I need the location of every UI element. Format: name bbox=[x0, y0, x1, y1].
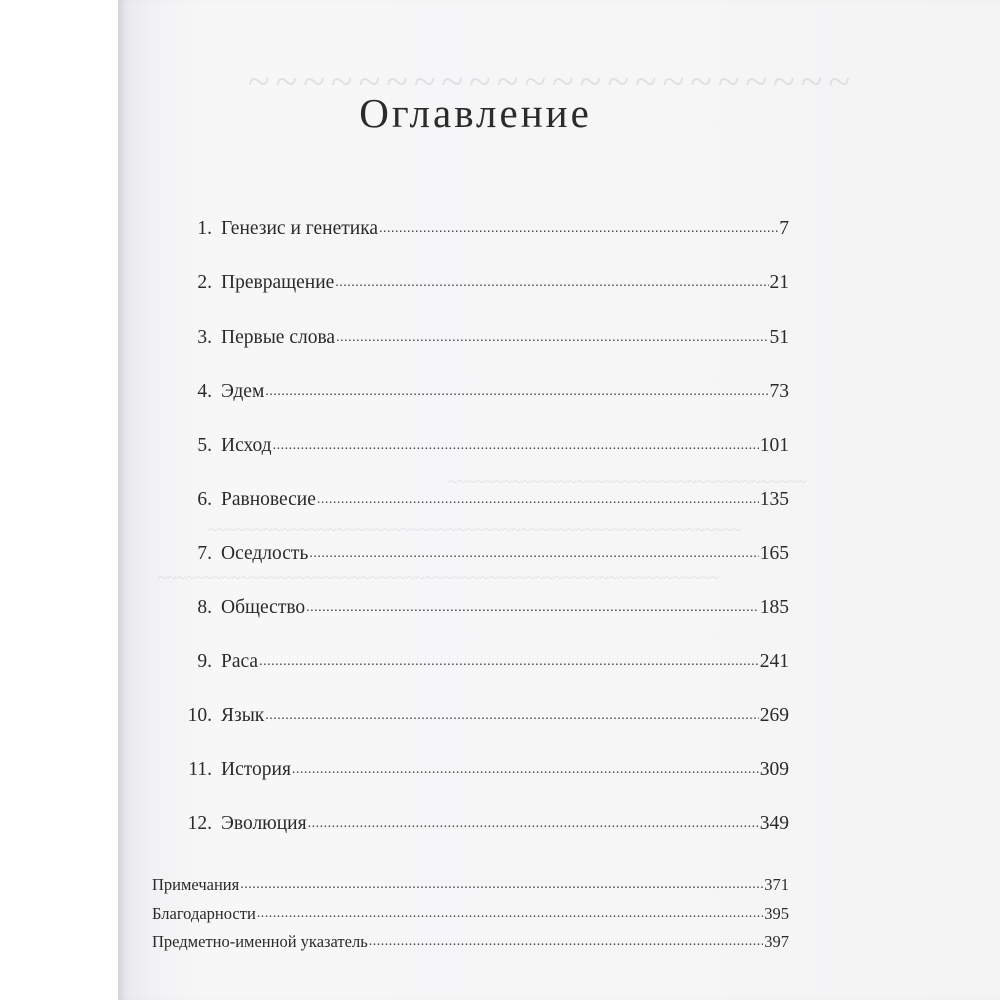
page-number: 185 bbox=[759, 597, 789, 618]
bleed-through-text: ~~~~~~~~~~~~~~~~~~~~~~ bbox=[248, 59, 857, 104]
section-title: Благодарности bbox=[152, 904, 256, 923]
toc-entry-chapter-4[interactable] bbox=[160, 381, 789, 403]
chapter-title: Исход bbox=[221, 435, 272, 456]
toc-entry-notes[interactable] bbox=[152, 875, 789, 895]
chapter-title: История bbox=[221, 759, 291, 780]
section-title: Примечания bbox=[152, 875, 240, 894]
toc-entry-chapter-10[interactable] bbox=[160, 705, 789, 727]
page-number: 165 bbox=[759, 543, 789, 564]
page-title: Оглавление bbox=[359, 90, 592, 137]
toc-entry-chapter-7[interactable] bbox=[160, 543, 789, 565]
chapter-number: 10. bbox=[187, 705, 212, 726]
dot-leader bbox=[308, 816, 759, 832]
page-number: 51 bbox=[769, 327, 789, 348]
dot-leader bbox=[309, 546, 758, 562]
chapter-title: Раса bbox=[221, 651, 259, 672]
chapter-number: 7. bbox=[197, 543, 212, 564]
toc-entry-chapter-8[interactable] bbox=[160, 597, 789, 619]
bleed-through-text: ~~~~~~~~~~~~~~~~~~~~~~~~~~~~~~~~~~~~~~~~~~~~~~~~~~~~~~~~~~~~~ bbox=[158, 568, 720, 587]
bleed-through-text: ~~~~~~~~~~~~~~~~~~~~~~~~~~~~~~~~~~~~~~~~~~~~~~~~~~~~~~~~~~ bbox=[208, 520, 742, 539]
chapter-title: Язык bbox=[221, 705, 265, 726]
dot-leader bbox=[292, 762, 759, 778]
dot-leader bbox=[265, 384, 768, 400]
page-number: 7 bbox=[779, 218, 789, 239]
dot-leader bbox=[379, 221, 778, 237]
section-title: Предметно-именной указатель bbox=[152, 932, 368, 951]
chapter-number: 12. bbox=[187, 813, 212, 834]
chapter-title: Эволюция bbox=[221, 813, 307, 834]
toc-entry-acknowledgements[interactable] bbox=[152, 904, 789, 924]
page-number: 101 bbox=[759, 435, 789, 456]
page-number: 397 bbox=[764, 932, 789, 951]
chapter-number: 1. bbox=[197, 218, 212, 239]
chapter-number: 11. bbox=[188, 759, 212, 780]
page-number: 269 bbox=[759, 705, 789, 726]
chapter-number: 6. bbox=[197, 489, 212, 510]
toc-entry-chapter-1[interactable] bbox=[160, 218, 789, 240]
chapter-title: Оседлость bbox=[221, 543, 309, 564]
dot-leader bbox=[240, 877, 763, 893]
chapter-number: 4. bbox=[197, 381, 212, 402]
chapter-title: Превращение bbox=[221, 272, 335, 293]
chapter-title: Эдем bbox=[221, 381, 265, 402]
page-number: 73 bbox=[769, 381, 789, 402]
toc-entry-chapter-12[interactable] bbox=[160, 813, 789, 835]
dot-leader bbox=[257, 906, 763, 922]
chapter-number: 9. bbox=[197, 651, 212, 672]
toc-entry-chapter-11[interactable] bbox=[160, 759, 789, 781]
dot-leader bbox=[369, 934, 764, 950]
toc-entry-chapter-2[interactable] bbox=[160, 272, 789, 294]
chapter-number: 5. bbox=[197, 435, 212, 456]
toc-entry-index[interactable] bbox=[152, 932, 789, 952]
page-number: 349 bbox=[759, 813, 789, 834]
page-number: 309 bbox=[759, 759, 789, 780]
chapter-title: Общество bbox=[221, 597, 306, 618]
chapter-number: 2. bbox=[197, 272, 212, 293]
chapter-number: 8. bbox=[197, 597, 212, 618]
dot-leader bbox=[335, 275, 768, 291]
chapter-title: Генезис и генетика bbox=[221, 218, 379, 239]
dot-leader bbox=[306, 600, 759, 616]
dot-leader bbox=[265, 708, 758, 724]
chapter-title: Равновесие bbox=[221, 489, 316, 510]
toc-entry-chapter-5[interactable] bbox=[160, 435, 789, 457]
toc-entry-chapter-3[interactable] bbox=[160, 327, 789, 349]
page-number: 395 bbox=[764, 904, 789, 923]
chapter-title: Первые слова bbox=[221, 327, 336, 348]
page-number: 371 bbox=[764, 875, 789, 894]
dot-leader bbox=[273, 438, 759, 454]
page-number: 241 bbox=[759, 651, 789, 672]
dot-leader bbox=[336, 330, 768, 346]
toc-entry-chapter-9[interactable] bbox=[160, 651, 789, 673]
page-number: 21 bbox=[769, 272, 789, 293]
dot-leader bbox=[317, 492, 759, 508]
chapter-number: 3. bbox=[197, 327, 212, 348]
bleed-through-text: ~~~~~~~~~~~~~~~~~~~~~~~~~~~~~~~~~~~~~~~ bbox=[448, 472, 807, 491]
toc-entry-chapter-6[interactable] bbox=[160, 489, 789, 511]
page-number: 135 bbox=[759, 489, 789, 510]
dot-leader bbox=[259, 654, 759, 670]
